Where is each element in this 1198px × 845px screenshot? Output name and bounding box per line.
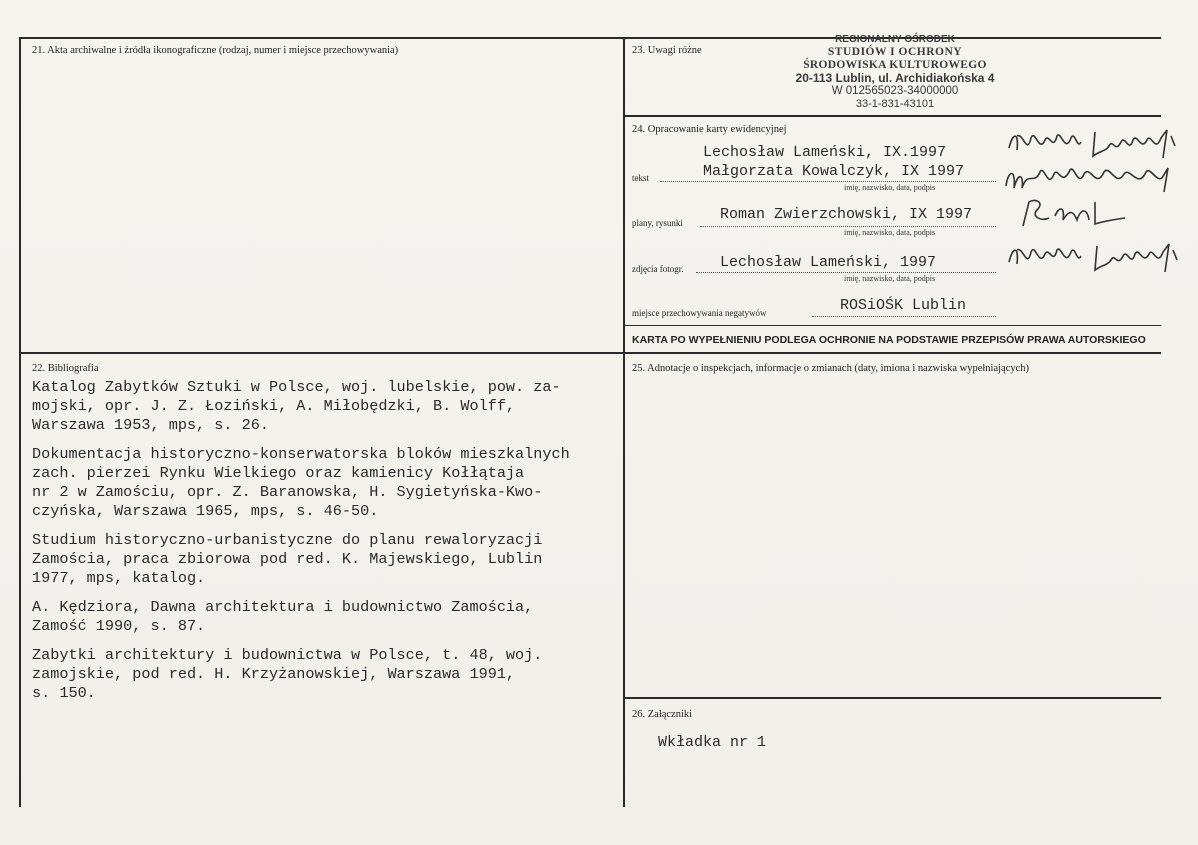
zdjecia-label: zdjęcia fotogr. xyxy=(632,264,684,274)
section22-label: 22. Bibliografia xyxy=(32,363,99,374)
bibliography-entry: A. Kędziora, Dawna architektura i budownictwo Zamościa, Zamość 1990, s. 87. xyxy=(32,598,534,635)
plany-caption: imię, nazwisko, data, podpis xyxy=(844,228,936,237)
middle-divider xyxy=(19,352,1161,354)
left-border xyxy=(19,37,21,807)
section26-label: 26. Załączniki xyxy=(632,709,693,720)
section26-top-line xyxy=(623,697,1161,699)
signature-lamenski-2 xyxy=(1005,238,1185,278)
plany-label: plany, rysunki xyxy=(632,218,683,228)
signature-kowalczyk xyxy=(1000,160,1180,196)
tekst-label: tekst xyxy=(632,173,649,183)
stamp-line: REGIONALNY OŚRODEK xyxy=(835,34,955,45)
section25-label: 25. Adnotacje o inspekcjach, informacje o zmianach (daty, imiona i nazwiska wypełniających) xyxy=(632,363,1030,374)
stamp-line: W 012565023-34000000 xyxy=(831,85,959,97)
stamp-line: 20-113 Lublin, ul. Archidiakońska 4 xyxy=(795,71,995,85)
tekst-dotted-line xyxy=(660,181,996,182)
negatywy-dotted-line xyxy=(812,316,996,317)
section23-label: 23. Uwagi różne xyxy=(632,45,702,56)
attachment-value: Wkładka nr 1 xyxy=(658,734,767,751)
tekst-caption: imię, nazwisko, data, podpis xyxy=(844,183,936,192)
copyright-notice: KARTA PO WYPEŁNIENIU PODLEGA OCHRONIE NA PODSTAWIE PRZEPISÓW PRAWA AUTORSKIEGO xyxy=(632,334,1146,346)
stamp-line: STUDIÓW I OCHRONY xyxy=(827,46,963,58)
signature-zwierzchowski xyxy=(1015,196,1135,232)
bibliography-list xyxy=(32,378,632,713)
plany-dotted-line xyxy=(700,226,996,227)
bibliography-entry: Dokumentacja historyczno-konserwatorska bloków mieszkalnych zach. pierzei Rynku Wielkiego oraz kamienicy Kołłątaja nr 2 w Zamościu, opr. Z. Baranowska, H. Sygietyńska-Kwo- czyńska, Warszawa 1965, mps, s. 46-50. xyxy=(32,445,570,520)
notice-top-line xyxy=(623,325,1161,326)
bibliography-entry: Katalog Zabytków Sztuki w Polsce, woj. lubelskie, pow. za- mojski, opr. J. Z. Łoziński, A. Miłobędzki, B. Wolff, Warszawa 1953, mps, s. 26. xyxy=(32,378,561,434)
stamp-line: ŚRODOWISKA KULTUROWEGO xyxy=(803,59,987,71)
tekst-author-1: Lechosław Lameński, IX.1997 xyxy=(703,144,947,161)
bibliography-entry: Studium historyczno-urbanistyczne do planu rewaloryzacji Zamościa, praca zbiorowa pod red. K. Majewskiego, Lublin 1977, mps, katalog. xyxy=(32,531,543,587)
plany-value: Roman Zwierzchowski, IX 1997 xyxy=(720,206,973,223)
zdjecia-value: Lechosław Lameński, 1997 xyxy=(720,254,937,271)
signature-lamenski xyxy=(1005,126,1185,162)
section21-label: 21. Akta archiwalne i źródła ikonograficzne (rodzaj, numer i miejsce przechowywania) xyxy=(32,45,399,56)
stamp-line: 33-1-831-43101 xyxy=(855,98,935,110)
negatywy-value: ROSiOŚK Lublin xyxy=(840,297,967,314)
zdjecia-caption: imię, nazwisko, data, podpis xyxy=(844,274,936,283)
section24-label: 24. Opracowanie karty ewidencyjnej xyxy=(632,124,787,135)
zdjecia-dotted-line xyxy=(696,272,996,273)
negatywy-label: miejsce przechowywania negatywów xyxy=(632,308,767,318)
bibliography-entry: Zabytki architektury i budownictwa w Polsce, t. 48, woj. zamojskie, pod red. H. Krzyżanowskiej, Warszawa 1991, s. 150. xyxy=(32,646,543,702)
tekst-author-2: Małgorzata Kowalczyk, IX 1997 xyxy=(703,163,965,180)
institution-stamp xyxy=(780,33,1010,111)
section23-bottom-line xyxy=(623,115,1161,117)
